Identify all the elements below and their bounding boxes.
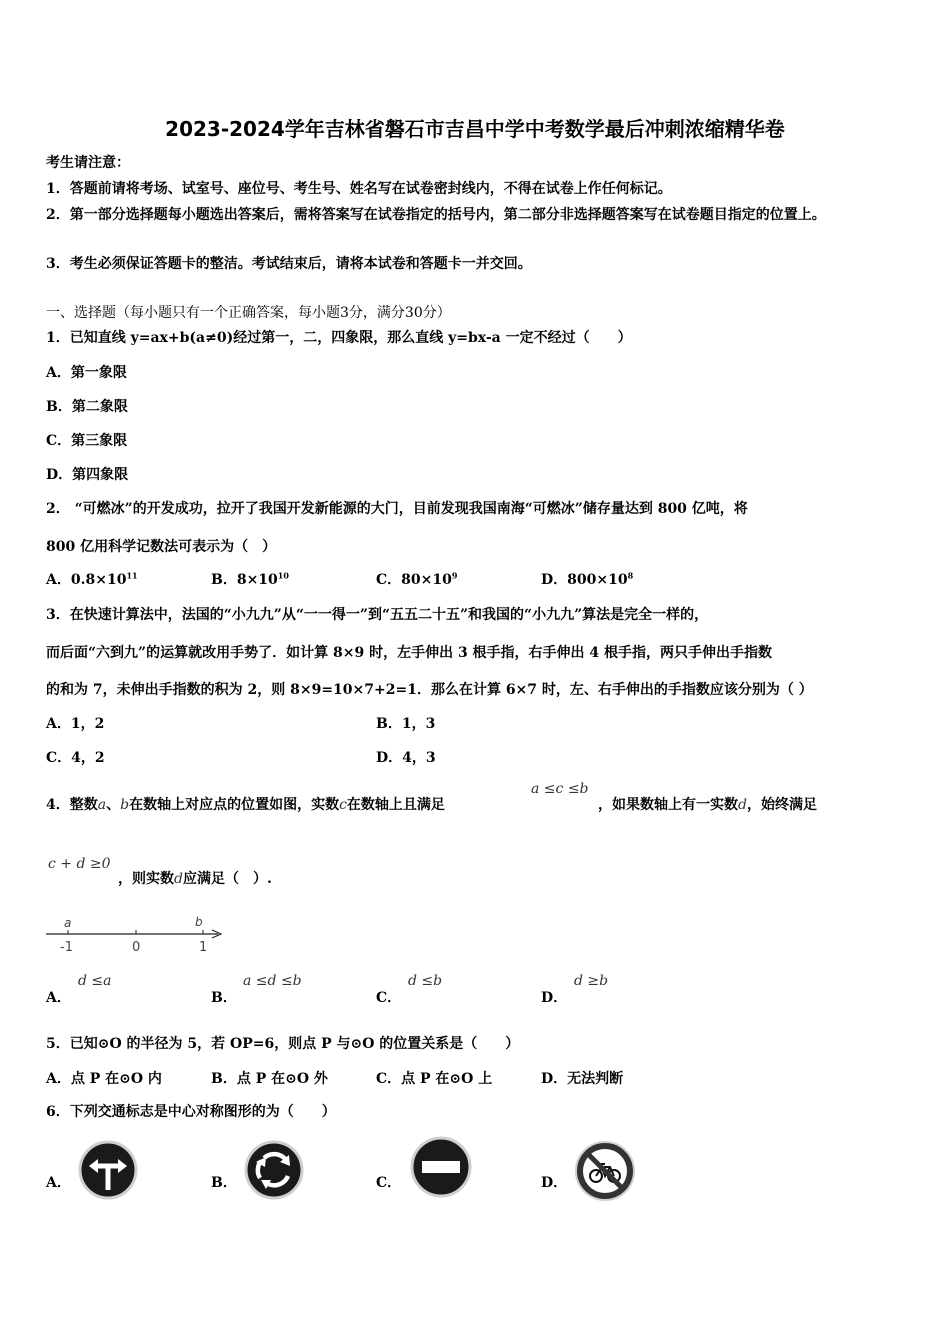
notice-item-2: 2．第一部分选择题每小题选出答案后，需将答案写在试卷指定的括号内，第二部分非选择题答案写在试卷题目指定的位置上。 bbox=[46, 207, 826, 223]
q4-text-g: 应满足（ ）. bbox=[182, 871, 272, 887]
q4-option-a-expr: d ≤a bbox=[78, 973, 112, 989]
q1-option-c: C．第三象限 bbox=[46, 433, 128, 449]
q4-option-a-letter: A． bbox=[46, 990, 71, 1006]
tick-label-neg1: -1 bbox=[60, 940, 73, 955]
q4-option-c-letter: C． bbox=[376, 990, 402, 1006]
q3-line-2: 而后面“六到九”的运算就改用手势了．如计算 8×9 时，左手伸出 3 根手指，右手伸出 4 根手指，两只手伸出手指数 bbox=[46, 645, 773, 661]
notice-heading: 考生请注意： bbox=[46, 155, 130, 171]
point-a-label: a bbox=[64, 916, 72, 930]
q3-option-b: B．1，3 bbox=[376, 716, 436, 732]
q6-option-b: B． bbox=[211, 1175, 237, 1191]
q2-option-a: A．$0.8\times 10^{11}$ bbox=[46, 570, 138, 588]
notice-item-1: 1．答题前请将考场、试室号、座位号、考生号、姓名写在试卷密封线内，不得在试卷上作任何标记。 bbox=[46, 181, 672, 197]
q4-condition-expr: a ≤c ≤b bbox=[531, 781, 589, 797]
q3-line-3: 的和为 7，未伸出手指数的积为 2，则 8×9=10×7+2=1．那么在计算 6×7 时，左、右手伸出的手指数应该分别为（ ） bbox=[46, 682, 813, 698]
q6-stem: 6．下列交通标志是中心对称图形的为（ ） bbox=[46, 1104, 336, 1120]
roundabout-sign-icon bbox=[244, 1140, 304, 1200]
q4-var-d: d bbox=[738, 797, 747, 813]
q4-text-d: ，如果数轴上有一实数 bbox=[598, 797, 738, 813]
q4-stem bbox=[46, 794, 445, 814]
q5-option-c: C．点 P 在⊙O 上 bbox=[376, 1071, 493, 1087]
q4-condition-expr-2: c + d ≥0 bbox=[48, 856, 111, 872]
q2-option-b: B．$8\times 10^{10}$ bbox=[211, 570, 289, 588]
q2-line-1: 2． “可燃冰”的开发成功，拉开了我国开发新能源的大门，目前发现我国南海“可燃冰”储存量达到 800 亿吨，将 bbox=[46, 501, 748, 517]
q1-option-b: B．第二象限 bbox=[46, 399, 128, 415]
q4-var-c: c bbox=[339, 797, 347, 813]
q1-stem: 1．已知直线 y=ax+b(a≠0)经过第一，二，四象限，那么直线 y=bx-a 一定不经过（ ） bbox=[46, 330, 632, 346]
q4-text-f: ，则实数 bbox=[118, 871, 174, 887]
q4-var-d2: d bbox=[174, 871, 183, 887]
q1-option-a: A．第一象限 bbox=[46, 365, 127, 381]
tick-label-1: 1 bbox=[199, 940, 208, 955]
q4-option-b-letter: B． bbox=[211, 990, 237, 1006]
q3-line-1: 3．在快速计算法中，法国的“小九九”从“一一得一”到“五五二十五”和我国的“小九九”算法是完全一样的， bbox=[46, 607, 709, 623]
q4-stem-3 bbox=[118, 868, 272, 888]
no-bicycle-sign-icon bbox=[574, 1140, 636, 1202]
q5-option-a: A．点 P 在⊙O 内 bbox=[46, 1071, 162, 1087]
q4-text-c: 在数轴上且满足 bbox=[346, 797, 445, 813]
q4-text-e: ，始终满足 bbox=[746, 797, 817, 813]
q4-option-d-expr: d ≥b bbox=[574, 973, 609, 989]
notice-item-3: 3．考生必须保证答题卡的整洁。考试结束后，请将本试卷和答题卡一并交回。 bbox=[46, 256, 532, 272]
q4-var-b: b bbox=[120, 797, 130, 813]
q4-option-c-expr: d ≤b bbox=[408, 973, 443, 989]
q5-stem: 5．已知⊙O 的半径为 5，若 OP=6，则点 P 与⊙O 的位置关系是（ ） bbox=[46, 1036, 520, 1052]
point-b-label: b bbox=[195, 915, 203, 929]
q5-option-b: B．点 P 在⊙O 外 bbox=[211, 1071, 328, 1087]
q2-option-d: D．$800\times 10^8$ bbox=[541, 570, 634, 588]
q4-text-a: 4．整数 bbox=[46, 797, 98, 813]
q3-option-a: A．1，2 bbox=[46, 716, 105, 732]
q3-option-d: D．4，3 bbox=[376, 750, 436, 766]
q2-option-c: C．$80\times 10^9$ bbox=[376, 570, 458, 588]
q4-text-b: 在数轴上对应点的位置如图，实数 bbox=[129, 797, 340, 813]
q1-option-d: D．第四象限 bbox=[46, 467, 129, 483]
q6-option-d: D． bbox=[541, 1175, 568, 1191]
number-line-figure bbox=[40, 908, 240, 958]
q4-sep: 、 bbox=[106, 797, 121, 813]
q5-option-d: D．无法判断 bbox=[541, 1071, 624, 1087]
q4-var-a: a bbox=[97, 797, 107, 813]
q4-stem-2 bbox=[598, 794, 817, 814]
turn-left-right-sign-icon bbox=[78, 1140, 138, 1200]
q4-option-d-letter: D． bbox=[541, 990, 568, 1006]
q6-option-a: A． bbox=[46, 1175, 71, 1191]
no-entry-sign-icon bbox=[410, 1136, 472, 1198]
q4-option-b-expr: a ≤d ≤b bbox=[243, 973, 302, 989]
tick-label-0: 0 bbox=[132, 940, 141, 955]
section-heading: 一、选择题（每小题只有一个正确答案，每小题3分，满分30分） bbox=[46, 305, 451, 321]
q6-option-c: C． bbox=[376, 1175, 402, 1191]
page-title: 2023-2024学年吉林省磐石市吉昌中学中考数学最后冲刺浓缩精华卷 bbox=[165, 117, 785, 141]
q2-line-2: 800 亿用科学记数法可表示为（ ） bbox=[46, 539, 277, 555]
q3-option-c: C．4，2 bbox=[46, 750, 105, 766]
